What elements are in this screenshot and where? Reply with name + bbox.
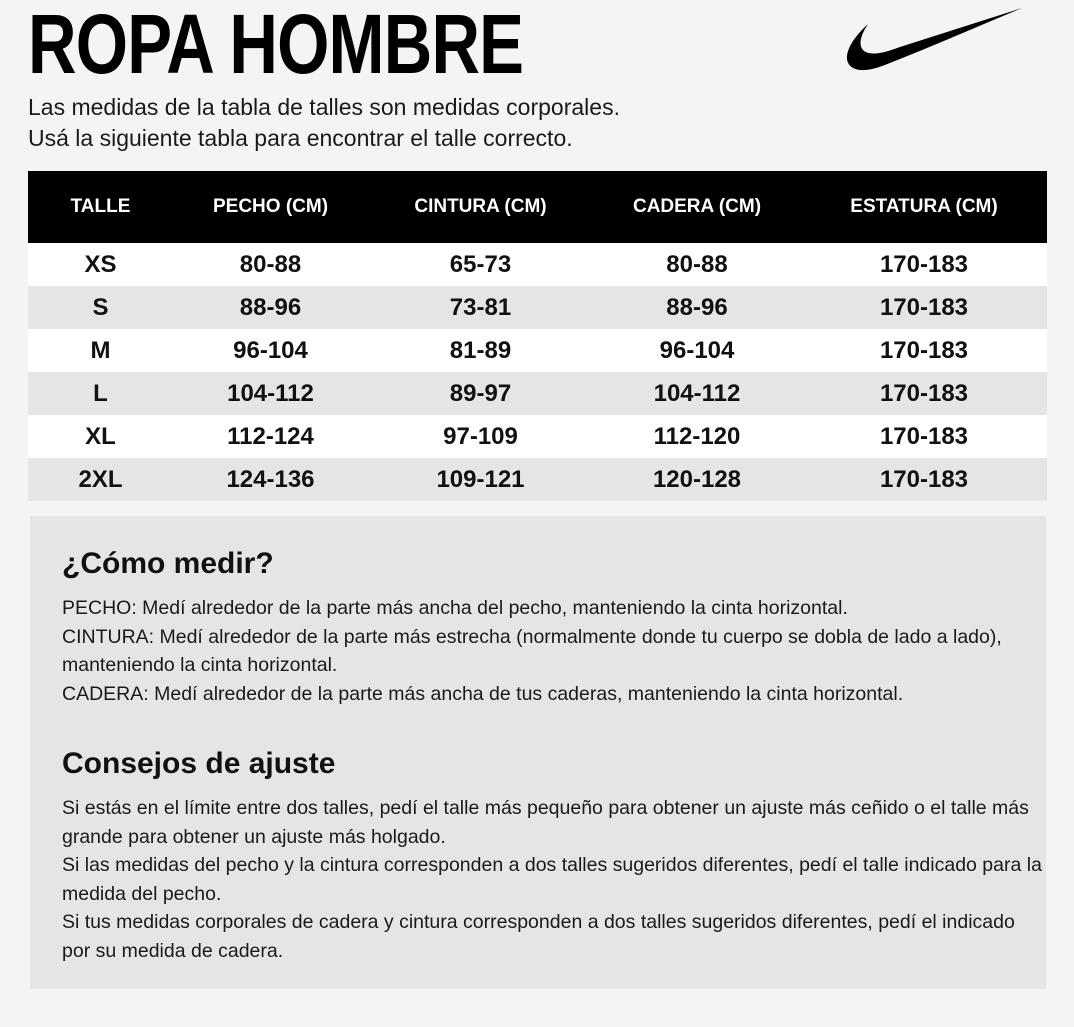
table-cell: 88-96 [593,286,801,329]
intro-line: Usá la siguiente tabla para encontrar el talle correcto. [28,125,573,151]
table-header-row [28,171,1047,243]
page-title: ROPA HOMBRE [28,0,524,91]
table-cell: 170-183 [801,243,1047,286]
table-cell: 97-109 [368,415,593,458]
table-cell: M [28,329,173,372]
table-cell: 88-96 [173,286,368,329]
table-cell: 89-97 [368,372,593,415]
table-cell: 104-112 [593,372,801,415]
table-cell: 170-183 [801,415,1047,458]
table-row [28,329,1047,372]
measure-line: CINTURA: Medí alrededor de la parte más estrecha (normalmente donde tu cuerpo se dobla de lado a lado), manteniendo la cinta horizontal. [62,625,1002,676]
table-cell: 170-183 [801,286,1047,329]
size-table [28,171,1047,501]
table-cell: 109-121 [368,458,593,501]
table-cell: 124-136 [173,458,368,501]
table-row [28,415,1047,458]
table-cell: 170-183 [801,372,1047,415]
fit-tips-text [62,794,1046,965]
column-header: CADERA (CM) [593,171,801,243]
tip-line: Si las medidas del pecho y la cintura corresponden a dos talles sugeridos diferentes, pedí el talle indicado para la medida del pecho. [62,854,1042,905]
tip-line: Si tus medidas corporales de cadera y cintura corresponden a dos talles sugeridos diferentes, pedí el indicado por su medida de cadera. [62,911,1015,962]
table-cell: 65-73 [368,243,593,286]
table-cell: 80-88 [593,243,801,286]
table-cell: 112-124 [173,415,368,458]
table-row [28,243,1047,286]
how-to-measure-text [62,594,1046,708]
table-cell: 170-183 [801,458,1047,501]
measure-line: PECHO: Medí alrededor de la parte más ancha del pecho, manteniendo la cinta horizontal. [62,597,848,619]
info-panel [30,516,1046,989]
table-cell: XL [28,415,173,458]
table-cell: 96-104 [593,329,801,372]
fit-tips-heading: Consejos de ajuste [62,747,336,780]
table-cell: 170-183 [801,329,1047,372]
column-header: PECHO (CM) [173,171,368,243]
intro-line: Las medidas de la tabla de talles son medidas corporales. [28,94,620,120]
table-cell: 96-104 [173,329,368,372]
table-row [28,458,1047,501]
how-to-measure-heading: ¿Cómo medir? [62,547,274,580]
table-row [28,286,1047,329]
table-cell: 80-88 [173,243,368,286]
table-cell: 81-89 [368,329,593,372]
table-cell: 2XL [28,458,173,501]
table-row [28,372,1047,415]
table-cell: 73-81 [368,286,593,329]
intro-text [28,92,620,154]
table-cell: 104-112 [173,372,368,415]
table-cell: S [28,286,173,329]
tip-line: Si estás en el límite entre dos talles, pedí el talle más pequeño para obtener un ajuste más ceñido o el talle más grande para obtener un ajuste más holgado. [62,797,1029,848]
swoosh-logo-icon [844,6,1024,72]
table-cell: L [28,372,173,415]
table-cell: 120-128 [593,458,801,501]
column-header: ESTATURA (CM) [801,171,1047,243]
column-header: CINTURA (CM) [368,171,593,243]
column-header: TALLE [28,171,173,243]
table-cell: XS [28,243,173,286]
table-cell: 112-120 [593,415,801,458]
measure-line: CADERA: Medí alrededor de la parte más ancha de tus caderas, manteniendo la cinta horizontal. [62,682,904,705]
